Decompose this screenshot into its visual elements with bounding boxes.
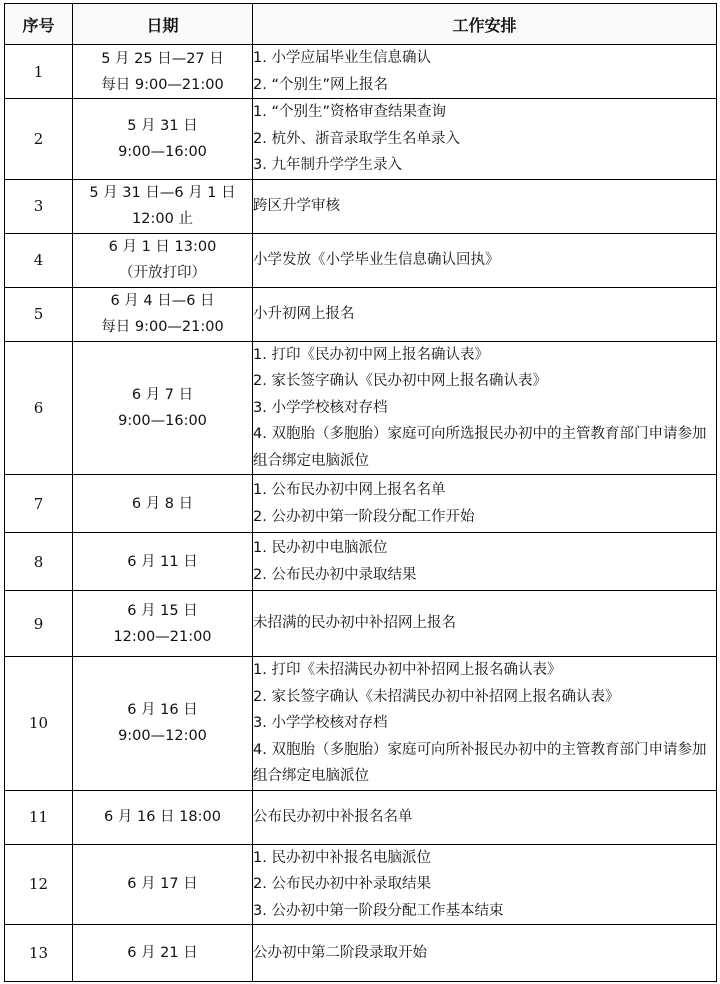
task-item: 2. 公办初中第一阶段分配工作开始 (253, 508, 475, 525)
task-item: 1. 打印《未招满民办初中补招网上报名确认表》 (253, 662, 562, 678)
task-item: 1. 公布民办初中网上报名名单 (253, 482, 446, 498)
date-cell (73, 179, 253, 233)
task-item: 未招满的民办初中补招网上报名 (253, 615, 456, 632)
task-cell (253, 341, 717, 475)
table-row (5, 790, 717, 844)
row-number: 3 (5, 179, 73, 233)
table-row (5, 99, 717, 180)
date-cell (73, 287, 253, 341)
table-row (5, 233, 717, 287)
date-cell (73, 533, 253, 591)
row-number: 6 (5, 341, 73, 475)
table-row (5, 657, 717, 791)
date-cell (73, 45, 253, 99)
date-line: 6 月 1 日 13:00 (108, 239, 217, 255)
table-row (5, 533, 717, 591)
header-tasks: 工作安排 (253, 4, 717, 45)
table-header-row (5, 4, 717, 45)
date-line: 12:00—21:00 (113, 628, 212, 645)
task-cell (253, 533, 717, 591)
row-number: 10 (5, 657, 73, 791)
task-item: 2. 家长签字确认《未招满民办初中补招网上报名确认表》 (253, 688, 620, 705)
table-row (5, 925, 717, 982)
date-line: 5 月 31 日—6 月 1 日 (89, 185, 236, 201)
task-cell (253, 844, 717, 925)
row-number: 7 (5, 475, 73, 533)
table-row (5, 591, 717, 657)
date-line: 6 月 7 日 (131, 386, 194, 403)
date-line: 6 月 15 日 (127, 602, 198, 619)
date-line: 9:00—12:00 (118, 728, 207, 745)
date-line: 6 月 17 日 (127, 876, 198, 893)
row-number: 1 (5, 45, 73, 99)
task-cell (253, 657, 717, 791)
task-item: 3. 九年制升学学生录入 (253, 157, 402, 173)
date-line: 9:00—16:00 (118, 143, 207, 160)
task-cell (253, 99, 717, 180)
date-line: 6 月 21 日 (127, 945, 198, 961)
date-line: 5 月 25 日—27 日 (101, 50, 224, 67)
task-item: 2. 杭外、浙音录取学生名单录入 (253, 130, 460, 147)
task-cell (253, 790, 717, 844)
task-cell (253, 179, 717, 233)
date-cell (73, 591, 253, 657)
row-number: 2 (5, 99, 73, 180)
date-line: 6 月 8 日 (131, 495, 194, 512)
row-number: 8 (5, 533, 73, 591)
date-cell (73, 99, 253, 180)
task-item: 2. 家长签字确认《民办初中网上报名确认表》 (253, 373, 547, 389)
date-cell (73, 475, 253, 533)
date-line: 6 月 4 日—6 日 (110, 293, 215, 309)
date-cell (73, 233, 253, 287)
task-item: 2. 公布民办初中录取结果 (253, 566, 417, 583)
date-line: 6 月 16 日 18:00 (104, 809, 221, 825)
task-item: 2. “个别生”网上报名 (253, 76, 388, 93)
date-line: 6 月 16 日 (127, 702, 198, 719)
table-row (5, 179, 717, 233)
task-item: 1. 民办初中补报名电脑派位 (253, 849, 431, 866)
task-item: 3. 公办初中第一阶段分配工作基本结束 (253, 902, 504, 919)
date-cell (73, 790, 253, 844)
row-number: 9 (5, 591, 73, 657)
task-item: 3. 小学学校核对存档 (253, 399, 388, 416)
date-line: 6 月 11 日 (127, 553, 198, 570)
table-row (5, 287, 717, 341)
task-item: 2. 公布民办初中补录取结果 (253, 876, 431, 892)
task-cell (253, 233, 717, 287)
task-item: 1. “个别生”资格审查结果查询 (253, 104, 446, 120)
row-number: 12 (5, 844, 73, 925)
task-cell (253, 287, 717, 341)
date-cell (73, 844, 253, 925)
date-line: 每日 9:00—21:00 (101, 319, 224, 335)
date-cell (73, 341, 253, 475)
date-line: （开放打印） (119, 265, 206, 281)
task-cell (253, 591, 717, 657)
row-number: 5 (5, 287, 73, 341)
task-item: 小升初网上报名 (253, 305, 355, 322)
date-cell (73, 925, 253, 982)
row-number: 13 (5, 925, 73, 982)
task-item: 公布民办初中补报名名单 (253, 808, 413, 825)
table-row (5, 341, 717, 475)
task-item: 4. 双胞胎（多胞胎）家庭可向所选报民办初中的主管教育部门申请参加组合绑定电脑派位 (253, 426, 707, 469)
task-item: 1. 民办初中电脑派位 (253, 540, 388, 556)
task-cell (253, 45, 717, 99)
task-item: 1. 打印《民办初中网上报名确认表》 (253, 346, 489, 363)
task-item: 跨区升学审核 (253, 197, 340, 214)
row-number: 4 (5, 233, 73, 287)
header-no: 序号 (5, 4, 73, 45)
date-line: 5 月 31 日 (127, 117, 198, 134)
date-line: 12:00 止 (132, 211, 193, 227)
task-item: 小学发放《小学毕业生信息确认回执》 (253, 251, 500, 268)
task-item: 4. 双胞胎（多胞胎）家庭可向所补报民办初中的主管教育部门申请参加组合绑定电脑派位 (253, 741, 707, 784)
task-cell (253, 925, 717, 982)
task-item: 3. 小学学校核对存档 (253, 715, 388, 731)
date-cell (73, 657, 253, 791)
date-line: 9:00—16:00 (118, 412, 207, 429)
task-item: 公办初中第二阶段录取开始 (253, 944, 427, 961)
schedule-table (4, 3, 717, 982)
date-line: 每日 9:00—21:00 (101, 76, 224, 93)
task-cell (253, 475, 717, 533)
header-date: 日期 (73, 4, 253, 45)
task-item: 1. 小学应届毕业生信息确认 (253, 50, 431, 66)
table-row (5, 844, 717, 925)
table-row (5, 45, 717, 99)
row-number: 11 (5, 790, 73, 844)
table-row (5, 475, 717, 533)
